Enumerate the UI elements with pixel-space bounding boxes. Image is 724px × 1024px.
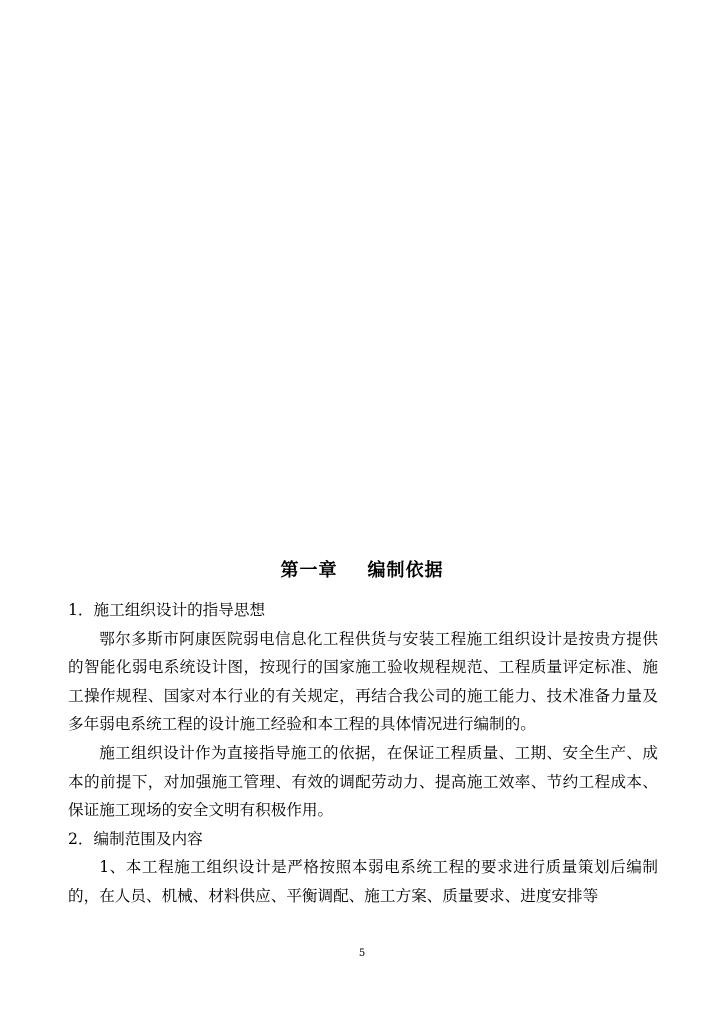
- section-heading: 1．施工组织设计的指导思想: [68, 601, 266, 619]
- paragraph: 鄂尔多斯市阿康医院弱电信息化工程供货与安装工程施工组织设计是按贵方提供的智能化弱电系统设计图，按现行的国家施工验收规程规范、工程质量评定标准、施工操作规程、国家对本行业的有关规定，再结合我公司的施工能力、技术准备力量及多年弱电系统工程的设计施工经验和本工程的具体情况进行编制的。: [68, 629, 658, 734]
- paragraph: 1、本工程施工组织设计是严格按照本弱电系统工程的要求进行质量策划后编制的，在人员、机械、材料供应、平衡调配、施工方案、质量要求、进度安排等: [68, 858, 658, 905]
- chapter-number: 第一章: [280, 560, 338, 581]
- chapter-name: 编制依据: [367, 560, 444, 581]
- page-number: 5: [358, 948, 366, 959]
- paragraph: 施工组织设计作为直接指导施工的依据，在保证工程质量、工期、安全生产、成本的前提下，对加强施工管理、有效的调配劳动力、提高施工效率、节约工程成本、保证施工现场的安全文明有积极作用。: [68, 743, 658, 820]
- section-heading: 2．编制范围及内容: [68, 829, 203, 848]
- chapter-title: [0, 558, 724, 584]
- body-text: [68, 596, 658, 911]
